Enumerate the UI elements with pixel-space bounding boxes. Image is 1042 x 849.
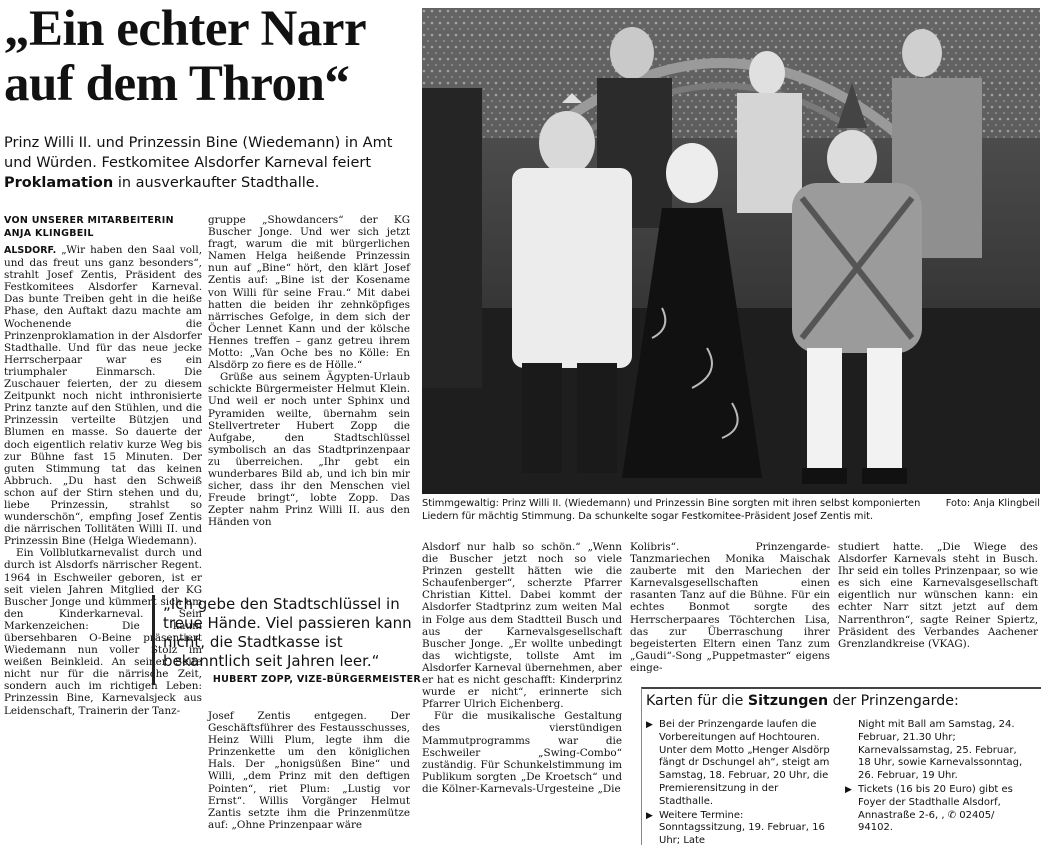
paragraph-text: „Wir haben den Saal voll, und das freut uns ganz besonders“, strahlt Josef Zentis, Präsident des Festkomitees Alsdorfer Karneval. Das bunte Treiben geht in die heiße Phase, den Auftakt dazu machte am Wochenende die Prinzenproklamation in der Alsdorfer Stadthalle. Und für das neue jecke Herrscherpaar war es ein triumphaler Einmarsch. Die Zuschauer feierten, der zu diesem Zeitpunkt noch nicht inthronisierte Prinz tanzte auf den Stühlen, und die Prinzessin verteilte Bützjen und Blumen en masse. So dauerte der doch eigentlich relativ kurze Weg bis zur Bühne fast 15 Minuten. Der guten Stimmung tat das keinen Abbruch. „Du hast den Schweiß schon auf der Stirn stehen und du, liebe Prinzessin, strahlst so wunderschön“, empfing Josef Zentis die närrischen Tollitäten Willi II. und Prinzessin Bine (Helga Wiedemann).	[4, 244, 202, 548]
article-column-2	[208, 214, 410, 528]
quote-author: HUBERT ZOPP, VIZE-BÜRGERMEISTER	[212, 674, 421, 685]
list-item	[646, 810, 832, 848]
photo-credit: Foto: Anja Klingbeil	[945, 498, 1040, 509]
pull-quote	[152, 595, 421, 685]
box-column-left	[646, 719, 832, 849]
box-title-bold: Sitzungen	[747, 693, 829, 709]
list-item-text: Weitere Termine: Sonntagssitzung, 19. Februar, 16 Uhr; Late	[659, 809, 825, 847]
list-item-text: Tickets (16 bis 20 Euro) gibt es Foyer der Stadthalle Alsdorf, Annastraße 2-6, , ✆ 02405/ 94102.	[858, 783, 1013, 834]
paragraph: Alsdorf nur halb so schön.“ „Wenn die Buscher jetzt noch so viele Prinzen gestellt hätten wie die Schaufenberger“, scherzte Pfarrer Christian Kittel. Dabei kommt der Alsdorfer Stadtprinz zum weiten Mal in Folge aus dem Stadtteil Busch und aus der Karnevalsgesellschaft Buscher Jonge. „Er wollte unbedingt das wichtigste, tollste Amt im Alsdorfer Karneval übernehmen, aber er hat es nicht geschafft: Kinderprinz wurde er nicht“, erinnerte sich Pfarrer Ulrich Eichenberg.	[422, 541, 623, 711]
list-item	[646, 719, 832, 809]
box-column-right	[845, 719, 1025, 836]
headline-line1: „Ein echter Narr	[4, 1, 367, 57]
paragraph: Ein Vollblutkarnevalist durch und durch ist Alsdorfs närrischer Regent. 1964 in Eschweiler geboren, ist er seit vielen Jahren Mitglied der KG Buscher Jonge und kümmert sich um den Kinderkarneval. Sein Markenzeichen: Die kaum übersehbaren O-Beine präsentiert Wiedemann nun voller Stolz im weißen Beinkleid. An seiner Seite nicht nur für die närrische Zeit, sondern auch im richtigen Leben: Prinzessin Bine, Karnevalsjeck aus Leidenschaft, Trainerin der Tanz-	[4, 547, 202, 717]
tickets-info-box	[641, 687, 1041, 845]
bullet-arrow-icon: ▶	[646, 720, 653, 730]
photo-caption	[422, 497, 1040, 523]
byline-author: ANJA KLINGBEIL	[4, 228, 94, 239]
dateline: ALSDORF.	[4, 245, 57, 256]
list-item-text: Bei der Prinzengarde laufen die Vorbereitungen auf Hochtouren. Unter dem Motto „Henger Alsdörp fängt dr Dschungel ah“, steigt am Samstag, 18. Februar, 20 Uhr, die Premierensitzung in der Stadthalle.	[659, 719, 830, 807]
paragraph: studiert hatte. „Die Wiege des Alsdorfer Karnevals steht in Busch. Ihr seid ein tolles Prinzenpaar, so wie es sich eine Karnevalsgesellschaft eigentlich nur wünschen kann: ein echter Narr sitzt jetzt auf dem Narrenthron“, sagte Reiner Spiertz, Präsident des Verbandes Aachener Grenzlandkreise (VKAG).	[838, 541, 1038, 650]
paragraph: Josef Zentis entgegen. Der Geschäftsführer des Festausschusses, Heinz Willi Plum, legte ihm die Prinzenkette um den königlichen Hals. Der „honigsüßen Bine“ und Willi, „dem Prinz mit den deftigen Pointen“, riet Plum: „Lustig vor Ernst“. Willis Vorgänger Helmut Zantis setzte ihm die Prinzenmütze auf: „Ohne Prinzenpaar wäre	[208, 710, 410, 831]
paragraph: gruppe „Showdancers“ der KG Buscher Jonge. Und wer sich jetzt fragt, warum die mit bürgerlichen Namen Helga heißende Prinzessin nun auf „Bine“ hört, den klärt Josef Zentis auf: „Bine ist der Kosename von Willi für seine Frau.“ Mit dabei hatten die beiden ihr zehnköpfiges närrisches Gefolge, in dem sich der Öcher Lennet Kann und der kölsche Hennes treffen – ganz getreu ihrem Motto: „Van Oche bes no Kölle: En Alsdörp zo fiere es de Hölle.“	[208, 214, 410, 372]
paragraph	[4, 244, 202, 547]
article-column-3	[422, 541, 622, 795]
quote-text: „Ich gebe den Stadtschlüssel in treue Hände. Viel passieren kann nicht, die Stadtkasse ist bekanntlich seit Jahren leer.“	[163, 595, 412, 670]
headline-line2: auf dem Thron“	[4, 56, 350, 112]
byline	[4, 214, 204, 240]
box-title-pre: Karten für die	[646, 693, 748, 709]
article-column-5	[838, 541, 1038, 650]
list-item	[845, 784, 1025, 835]
subhead-part1: Prinz Willi II. und Prinzessin Bine (Wiedemann) in Amt und Würden. Festkomitee Alsdorfer Karneval feiert	[4, 135, 393, 171]
headline	[4, 2, 414, 112]
box-title-post: der Prinzengarde:	[828, 693, 959, 709]
subheadline	[4, 133, 416, 193]
box-right-text: Night mit Ball am Samstag, 24. Februar, 21.30 Uhr; Karnevalssamstag, 25. Februar, 18 Uhr, sowie Karnevalssonntag, 26. Februar, 19 Uhr.	[858, 719, 1023, 782]
paragraph: Grüße aus seinem Ägypten-Urlaub schickte Bürgermeister Helmut Klein. Und weil er noch unter Sphinx und Pyramiden weilte, übernahm sein Stellvertreter Hubert Zopp die Aufgabe, den Stadtschlüssel symbolisch an das Stadtprinzenpaar zu überreichen. „Ihr gebt ein wunderbares Bild ab, und ich bin mir sicher, dass ihr den Menschen viel Freude bringt“, lobte Zopp. Das Zepter nahm Prinz Willi II. aus den Händen von	[208, 371, 410, 529]
bullet-arrow-icon: ▶	[845, 784, 852, 795]
box-title	[646, 693, 1041, 709]
paragraph: Kolibris“. Prinzengarde-Tanzmariechen Monika Maischak zauberte mit den Mariechen der Karnevalsgesellschaften einen rasanten Tanz auf die Bühne. Für ein echtes Bonmot sorgte des Herrscherpaares Töchterchen Lisa, das zur Überraschung ihrer begeisterten Eltern einen Tanz zum „Gaudi“-Song „Puppetmaster“ eigens einge-	[630, 541, 830, 674]
caption-text: Stimmgewaltig: Prinz Willi II. (Wiedemann) und Prinzessin Bine sorgten mit ihren selbst komponierten Liedern für mächtig Stimmung. Da schunkelte sogar Festkomitee-Präsident Josef Zentis mit.	[422, 498, 921, 522]
subhead-bold: Proklamation	[4, 175, 114, 191]
photo-prince-couple	[422, 8, 1040, 494]
article-column-2-continued	[208, 710, 410, 831]
paragraph: Für die musikalische Gestaltung des vierstündigen Mammutprogramms war die Eschweiler „Swing-Combo“ zuständig. Für Schunkelstimmung im Publikum sorgten „De Kroetsch“ und die Kölner-Karnevals-Urgesteine „Die	[422, 710, 622, 795]
byline-line1: VON UNSERER MITARBEITERIN	[4, 215, 174, 226]
article-column-4	[630, 541, 830, 674]
photo-illustration	[422, 8, 1040, 494]
bullet-arrow-icon: ▶	[646, 810, 653, 821]
subhead-part2: in ausverkaufter Stadthalle.	[113, 175, 320, 191]
